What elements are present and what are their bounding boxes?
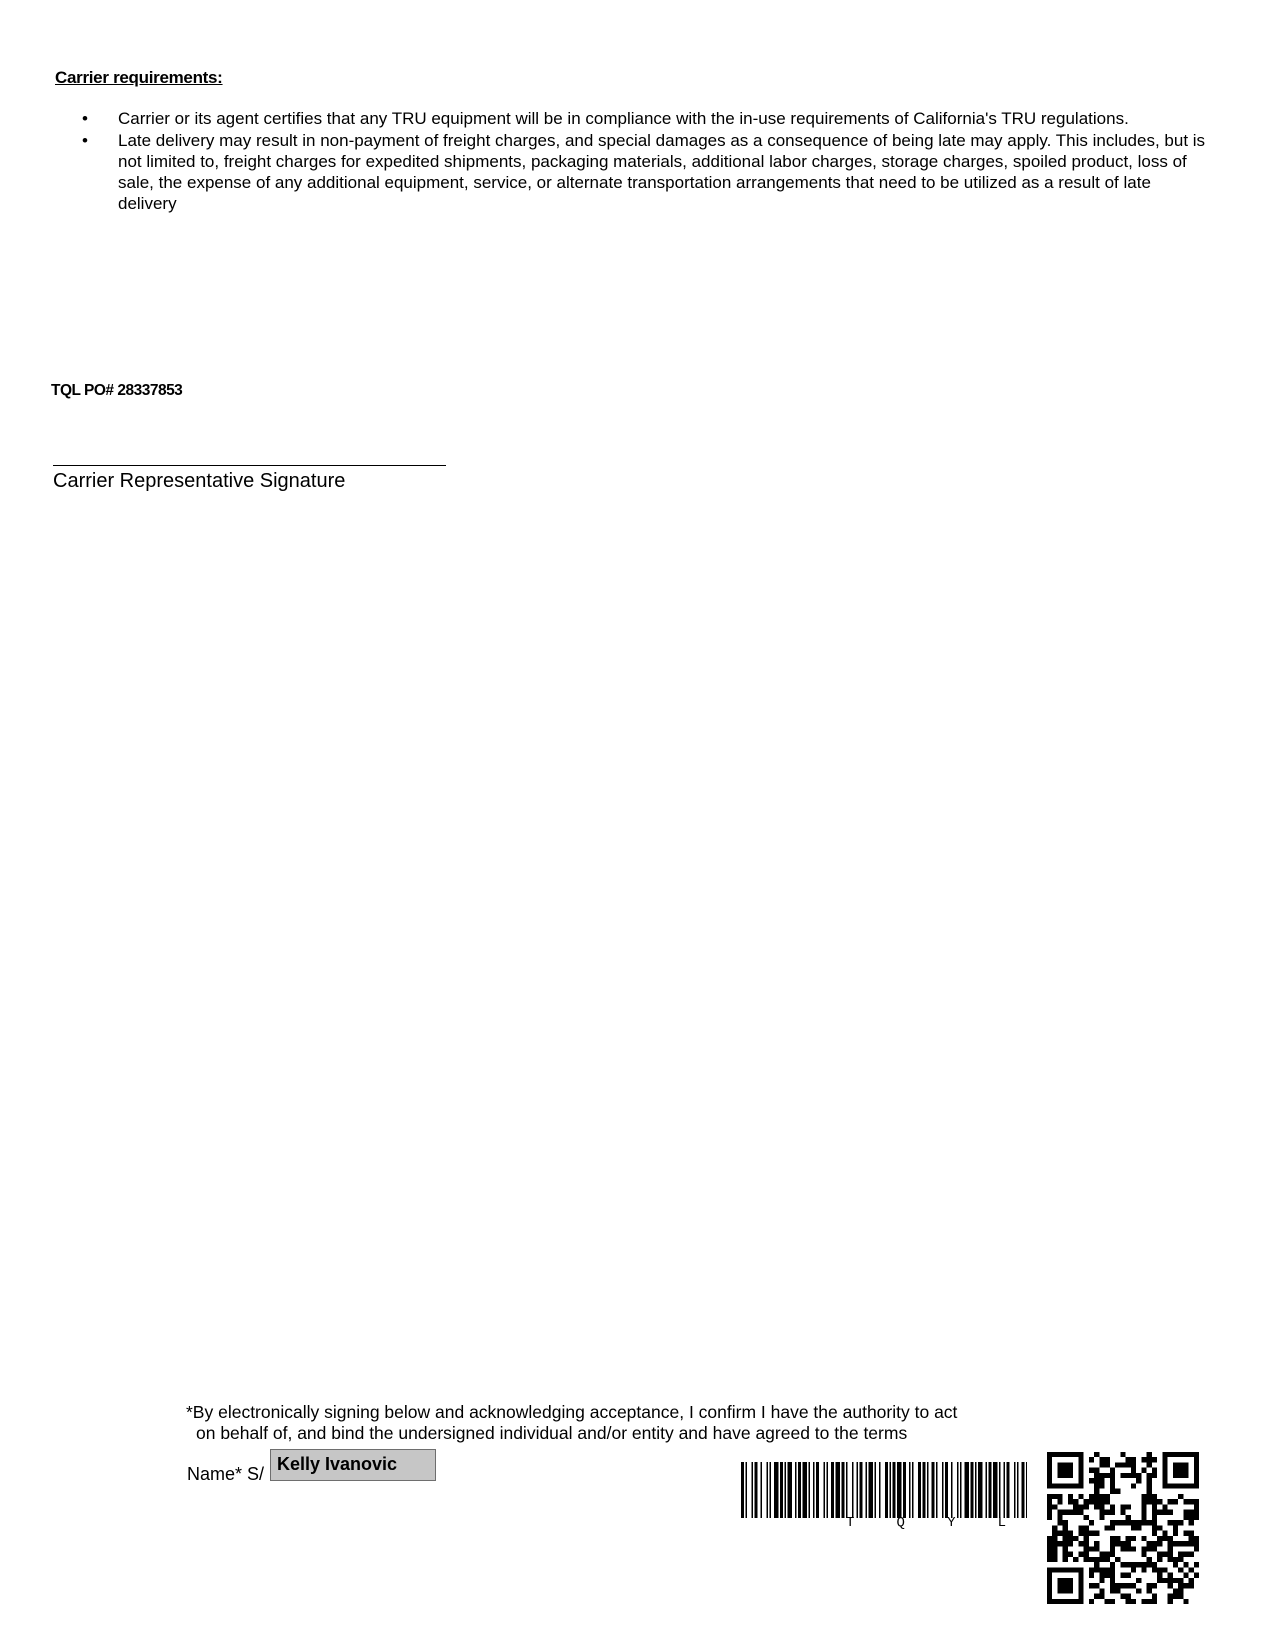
signature-label: Carrier Representative Signature <box>53 470 346 492</box>
name-label: Name* S/ <box>187 1464 265 1484</box>
disclaimer-line-1: *By electronically signing below and acknowledging acceptance, I confirm I have the authority to act <box>186 1402 958 1422</box>
qr-code-icon <box>1047 1452 1199 1604</box>
list-item <box>82 130 1212 214</box>
requirement-text: Carrier or its agent certifies that any TRU equipment will be in compliance with the in-use requirements of California's TRU regulations. <box>118 109 1129 128</box>
barcode-char: Y <box>947 1515 956 1531</box>
barcode-caption <box>846 1515 1006 1531</box>
requirements-list <box>82 108 1212 215</box>
name-signature-field[interactable]: Kelly Ivanovic <box>270 1449 436 1481</box>
barcode-char: T <box>846 1515 855 1531</box>
barcode-icon <box>741 1462 1027 1518</box>
po-number: TQL PO# 28337853 <box>51 382 183 399</box>
bullet: • <box>82 109 88 128</box>
barcode-char: Q <box>896 1515 905 1531</box>
section-heading: Carrier requirements: <box>55 68 223 87</box>
requirement-text: Late delivery may result in non-payment of freight charges, and special damages as a consequence of being late may apply. This includes, but is not limited to, freight charges for expedited shipments, packaging materials, additional labor charges, storage charges, spoiled product, loss of sale, the expense of any additional equipment, service, or alternate transportation arrangements that need to be utilized as a result of late delivery <box>118 131 1206 213</box>
list-item <box>82 108 1212 129</box>
disclaimer-line-2: on behalf of, and bind the undersigned individual and/or entity and have agreed to the terms <box>196 1423 908 1443</box>
acceptance-disclaimer <box>186 1402 1026 1444</box>
bullet: • <box>82 131 88 150</box>
signature-line[interactable] <box>53 465 446 466</box>
barcode-char: L <box>997 1515 1006 1531</box>
